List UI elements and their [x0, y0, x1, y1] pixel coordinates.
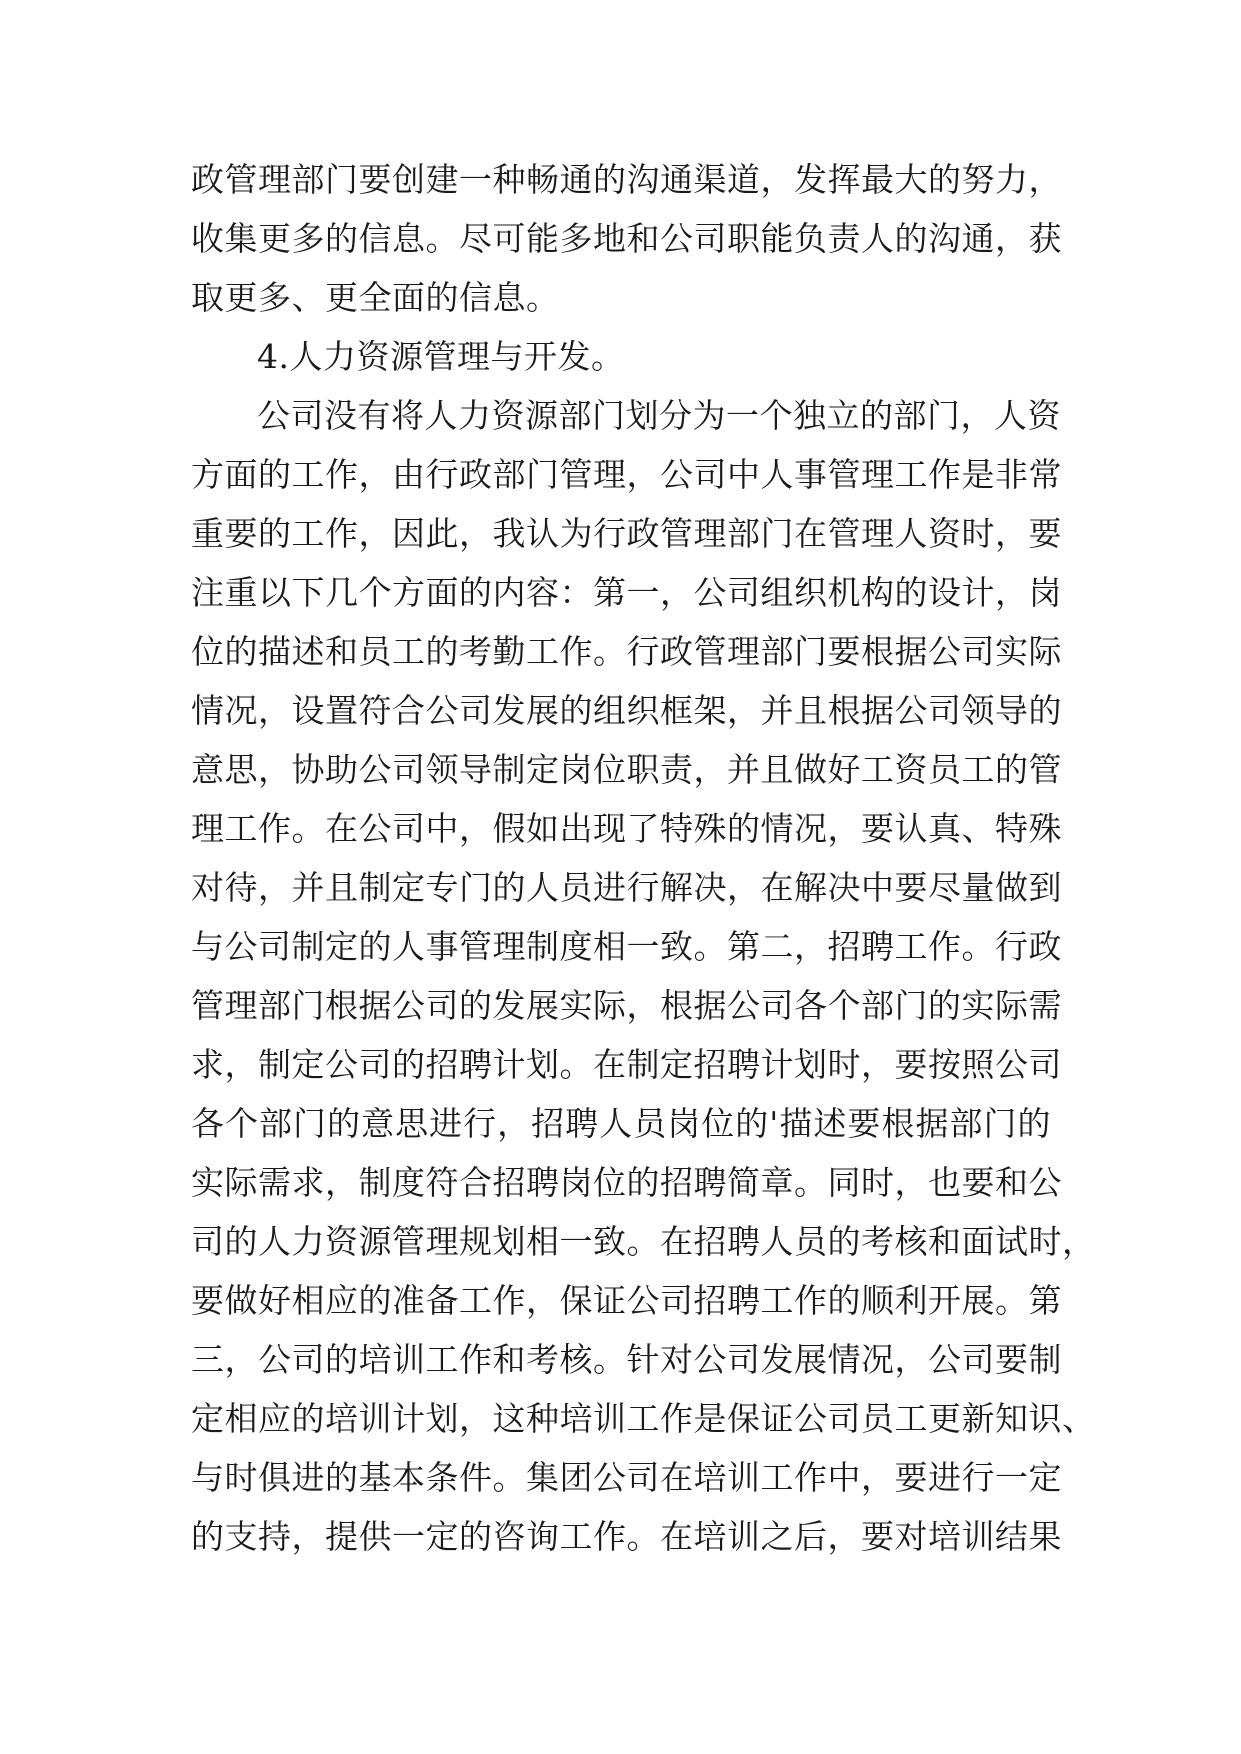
text-line: 公司没有将人力资源部门划分为一个独立的部门，人资 [257, 396, 1061, 435]
text-line: 司的人力资源管理规划相一致。在招聘人员的考核和面试时， [191, 1222, 1096, 1261]
text-line: 收集更多的信息。尽可能多地和公司职能负责人的沟通，获 [191, 219, 1062, 258]
text-line: 取更多、更全面的信息。 [191, 278, 560, 317]
body-text [191, 150, 1096, 1566]
text-line: 注重以下几个方面的内容：第一，公司组织机构的设计，岗 [191, 573, 1062, 612]
text-line: 意思，协助公司领导制定岗位职责，并且做好工资员工的管 [191, 750, 1062, 789]
text-line: 求，制定公司的招聘计划。在制定招聘计划时，要按照公司 [191, 1045, 1062, 1084]
text-line: 的支持，提供一定的咨询工作。在培训之后，要对培训结果 [191, 1517, 1062, 1556]
section-heading: 4.人力资源管理与开发。 [257, 337, 625, 376]
text-line: 各个部门的意思进行，招聘人员岗位的'描述要根据部门的 [191, 1104, 1051, 1143]
text-line: 管理部门根据公司的发展实际，根据公司各个部门的实际需 [191, 986, 1062, 1025]
text-line: 位的描述和员工的考勤工作。行政管理部门要根据公司实际 [191, 632, 1062, 671]
text-line: 重要的工作，因此，我认为行政管理部门在管理人资时，要 [191, 514, 1062, 553]
text-line: 与时俱进的基本条件。集团公司在培训工作中，要进行一定 [191, 1458, 1062, 1497]
text-line: 定相应的培训计划，这种培训工作是保证公司员工更新知识、 [191, 1399, 1096, 1438]
text-line: 方面的工作，由行政部门管理，公司中人事管理工作是非常 [191, 455, 1062, 494]
text-line: 对待，并且制定专门的人员进行解决，在解决中要尽量做到 [191, 868, 1062, 907]
text-line: 三，公司的培训工作和考核。针对公司发展情况，公司要制 [191, 1340, 1062, 1379]
text-line: 政管理部门要创建一种畅通的沟通渠道，发挥最大的努力， [191, 160, 1062, 199]
text-line: 要做好相应的准备工作，保证公司招聘工作的顺利开展。第 [191, 1281, 1062, 1320]
text-line: 实际需求，制度符合招聘岗位的招聘简章。同时，也要和公 [191, 1163, 1062, 1202]
text-line: 理工作。在公司中，假如出现了特殊的情况，要认真、特殊 [191, 809, 1062, 848]
text-line: 与公司制定的人事管理制度相一致。第二，招聘工作。行政 [191, 927, 1062, 966]
text-line: 情况，设置符合公司发展的组织框架，并且根据公司领导的 [191, 691, 1062, 730]
